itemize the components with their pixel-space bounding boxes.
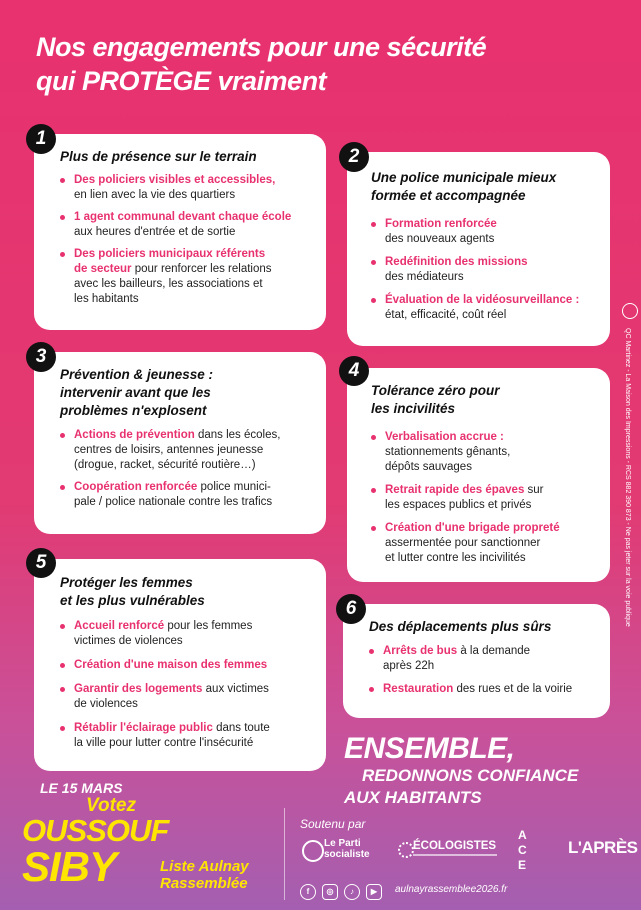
candidate-last-name: SIBY <box>22 843 117 890</box>
website-link[interactable]: aulnayrassemblee2026.fr <box>395 884 508 895</box>
list-item: Évaluation de la vidéosurveillance : état, efficacité, coût réel <box>371 293 600 323</box>
commitment-card-1 <box>34 134 326 330</box>
list-item: Création d'une maison des femmes <box>60 658 316 673</box>
list-item: Création d'une brigade propreté assermentée pour sanctionner et lutter contre les incivilités <box>371 521 600 566</box>
list-item: Garantir des logements aux victimes de violences <box>60 682 316 712</box>
votez-text: Votez <box>86 795 136 816</box>
legal-text: QC Martinez - La Maison des Impressions - RCS 882 390 873 - Ne pas jeter sur la voie publique <box>624 328 631 627</box>
list-item: Verbalisation accrue : stationnements gênants, dépôts sauvages <box>371 430 600 475</box>
facebook-icon[interactable]: f <box>300 884 316 900</box>
list-item: 1 agent communal devant chaque école aux heures d'entrée et de sortie <box>60 210 314 240</box>
slogan-line-3: AUX HABITANTS <box>344 788 482 807</box>
card-title: Une police municipale mieux formée et accompagnée <box>371 170 557 203</box>
card-title: Des déplacements plus sûrs <box>369 619 552 634</box>
lapres-logo: L'APRÈS <box>568 838 638 857</box>
number-badge-1: 1 <box>26 124 56 154</box>
list-item: Des policiers municipaux référents de secteur pour renforcer les relations avec les bailleurs, les associations et les habitants <box>60 247 314 307</box>
title-line-2: qui PROTÈGE vraiment <box>36 66 327 96</box>
card-title: Plus de présence sur le terrain <box>60 149 257 164</box>
list-item: Formation renforcée des nouveaux agents <box>371 217 600 247</box>
commitment-card-2 <box>347 152 610 346</box>
number-badge-2: 2 <box>339 142 369 172</box>
number-badge-4: 4 <box>339 356 369 386</box>
card-title: Prévention & jeunesse : intervenir avant que les problèmes n'explosent <box>60 367 214 418</box>
commitment-card-3 <box>34 352 326 534</box>
slogan-line-2: REDONNONS CONFIANCE <box>362 766 579 785</box>
commitment-card-6 <box>343 604 610 718</box>
card-title: Protéger les femmes et les plus vulnérables <box>60 575 205 608</box>
instagram-icon[interactable]: ◎ <box>322 884 338 900</box>
number-badge-5: 5 <box>26 548 56 578</box>
candidate-first-name: OUSSOUF <box>22 813 169 848</box>
number-badge-6: 6 <box>336 594 366 624</box>
tiktok-icon[interactable]: ♪ <box>344 884 360 900</box>
title-line-1: Nos engagements pour une sécurité <box>36 32 487 62</box>
list-item: Accueil renforcé pour les femmes victimes de violences <box>60 619 316 649</box>
recycle-logo-icon <box>622 303 638 319</box>
list-item: Des policiers visibles et accessibles, en lien avec la vie des quartiers <box>60 173 314 203</box>
commitment-card-4 <box>347 368 610 582</box>
footer-divider <box>284 808 285 900</box>
list-item: Actions de prévention dans les écoles, centres de loisirs, antennes jeunesse (drogue, racket, sécurité routière…) <box>60 428 316 473</box>
commitment-card-5 <box>34 559 326 771</box>
poster: Nos engagements pour une sécurité qui PROTÈGE vraiment Plus de présence sur le terrain Des policiers visibles et accessibles, en lien avec la vie des quartiers 1 agent communal devant chaque école aux heures d'entrée et de sortie Des policiers municipaux référents de secteur pour renforcer les relations avec les bailleurs, les associations et les habitants 1 Une police municipale mieux formée et accompagnée Formation renforcée des nouveaux agents Redéfinition des missions des médiateurs Évaluation de la vidéosurveillance : état, efficacité, coût réel 2 Prévention & jeunesse : intervenir avant que les problèmes n'explosent Actions de prévention dans les écoles, centres de loisirs, antennes jeunesse (drogue, racket, sécurité routière…) Coopération renforcée police munici- pale / police nationale contre les trafics 3 Tolérance zéro pour les incivilités Verbalisation accrue : stationnements gênants, dépôts sauvages Retrait rapide des épaves sur les espaces publics et privés Création d'une brigade propreté assermentée pour sanctionner et lutter contre les incivilités 4 Protéger les femmes et les plus vulnérables Accueil renforcé pour les femmes victimes de violences Création d'une maison des femmes Garantir des logements aux victimes de violences Rétablir l'éclairage public dans toute la ville pour lutter contre l'insécurité 5 Des déplacements plus sûrs Arrêts de bus à la demande après 22h Restauration des rues et de la voirie 6 ENSEMBLE, REDONNONS CONFIANCE AUX HABITANTS LE 15 MARS Votez OUSSOUF SIBY Liste Aulnay Rassemblée Soutenu par Le Parti socialiste ÉCOLOGISTES A C E L'APRÈS f ◎ ♪ ▶ aulnayrassemblee2026.fr QC Martinez - La Maison des Impressions - RCS 882 390 873 - Ne pas jeter sur la voie publique <box>0 0 641 910</box>
list-item: Restauration des rues et de la voirie <box>369 682 602 697</box>
youtube-icon[interactable]: ▶ <box>366 884 382 900</box>
list-name: Liste Aulnay Rassemblée <box>160 858 249 892</box>
list-item: Arrêts de bus à la demande après 22h <box>369 644 602 674</box>
list-item: Retrait rapide des épaves sur les espaces publics et privés <box>371 483 600 513</box>
slogan-line-1: ENSEMBLE, <box>344 732 515 765</box>
card-title: Tolérance zéro pour les incivilités <box>371 383 500 416</box>
list-item: Coopération renforcée police munici- pale / police nationale contre les trafics <box>60 480 316 510</box>
page-title <box>36 30 626 98</box>
number-badge-3: 3 <box>26 342 56 372</box>
list-item: Redéfinition des missions des médiateurs <box>371 255 600 285</box>
list-item: Rétablir l'éclairage public dans toute la ville pour lutter contre l'insécurité <box>60 721 316 751</box>
support-label: Soutenu par <box>300 817 366 831</box>
election-date: LE 15 MARS <box>40 780 123 796</box>
